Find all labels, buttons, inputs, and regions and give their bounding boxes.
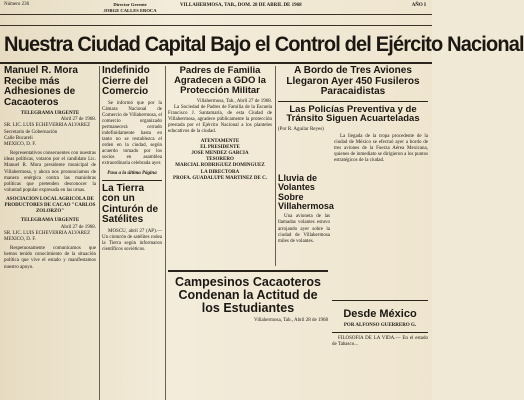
col3-sign7: PROFA. GUADALUPE MARTINEZ DE C. [173, 175, 267, 181]
col4-para: La llegada de la tropa procedente de la ciudad de México se efectuó ayer a bordo de tres aviones de la Fuerza Aérea Mexicana, quienes de inmediato se dirigieron a los puntos estratégicos de la ciudad. [334, 133, 429, 164]
col3-sign3: JOSE MENDEZ GARCIA [191, 150, 249, 156]
column-2 [102, 66, 162, 400]
col3-sign5: MARCIAL RODRIGUEZ DOMINGUEZ [175, 163, 265, 169]
col2-rule [102, 180, 162, 181]
desde-mexico [332, 300, 428, 400]
masthead-center-line1: Director Gerente [113, 2, 147, 7]
masthead-rule [0, 14, 432, 15]
desde-mexico-title: Desde México [343, 308, 417, 320]
col2-title2: La Tierra con un Cinturón de Satélites [102, 182, 159, 226]
col4-rule [278, 101, 428, 102]
column-1 [4, 66, 96, 400]
column-divider-1 [99, 66, 100, 400]
col1-para1: Representativos consecuentes con nuestras ideas políticas, votaron por el candidato Lic. Manuel R. Mora presidente municipal de Villahermosa, y ahora nos pronunciamos de manera enérgica contra las maniobras políticas que pretenden desconocer la voluntad popular expresada en las urnas. [4, 151, 96, 193]
col3-dateline: Villahermosa, Tab., Abril 27 de 1968. [196, 98, 272, 104]
col1-telegram2-label: TELEGRAMA URGENTE [20, 218, 80, 224]
col1-telegram-label: TELEGRAMA URGENTE [20, 111, 80, 116]
col3-sign6: LA DIRECTORA [200, 169, 240, 175]
desde-mexico-para: FILOSOFIA DE LA VIDA.— En el estado de Tabasco... [332, 335, 428, 347]
masthead-dateline: VILLAHERMOSA, TAB., DOM. 28 DE ABRIL DE 1968 [180, 3, 302, 8]
col1-title: Manuel R. Mora Recibe más Adhesiones de Cacaoteros [4, 65, 78, 108]
col1-addr1d: MEXICO, D. F. [4, 142, 36, 148]
col1-para2: Respetuosamente comunicamos que hemos tenido conocimiento de la situación política que vive el estado y manifestamos nuestro apoyo. [4, 246, 96, 270]
col4-subtitle: Las Policías Preventiva y de Tránsito Siguen Acuarteladas [286, 103, 420, 125]
masthead [0, 0, 432, 26]
bottom-title: Campesinos Cacaoteros Condenan la Actitud de los Estudiantes [175, 275, 321, 316]
col1-date: Abril 27 de 1968. [60, 117, 96, 123]
col1-addr2: SR. LIC. LUIS ECHEVERRIA ALVAREZ [4, 230, 91, 236]
col3-sign1: ATENTAMENTE [200, 138, 240, 144]
col3-para: La Sociedad de Padres de Familia de la Escuela Francisco J. Santamaría, de esta Ciudad de Villahermosa, agradece públicamente la protección prestada por el Ejército Nacional a los planteles educativos de la ciudad. [168, 105, 272, 135]
col1-addr1b: Secretario de Gobernación [4, 129, 58, 135]
bottom-dateline: Villahermosa, Tab., Abril 28 de 1968 [254, 318, 328, 324]
issue-number: Número 236 [4, 2, 30, 7]
column-divider-2 [165, 66, 166, 400]
masthead-center-line2: JORGE CALLES EROCA [103, 7, 157, 13]
col1-addr1c: Calle Bucareli [4, 135, 33, 141]
col4-title: A Bordo de Tres Aviones Llegaron Ayer 450 Fusileros Paracaidistas [286, 65, 420, 97]
col4-side [278, 134, 334, 246]
col1-signature: ASOCIACION LOCAL AGRICOLA DE PRODUCTORES DE CACAO "CARLOS ZOLORZO" [4, 196, 96, 215]
col1-date2: Abril 27 de 1968. [60, 224, 96, 230]
desde-mexico-rule [332, 332, 428, 333]
col1-addr2b: MEXICO, D. F. [4, 237, 36, 243]
col2-para: Se informó que por la Cámara Nacional de Comercio de Villahermosa, el comercio organizado permanecerá cerrado indefinidamente hasta en tanto no se restablezca el orden en la ciudad, según acuerdo tomado por los socios en asamblea extraordinaria celebrada ayer. [102, 100, 162, 167]
col3-title: Padres de Familia Agradecen a GDO la Protección Militar [174, 65, 266, 96]
col3-sign4: TESORERO [206, 157, 234, 163]
masthead-left [4, 2, 29, 8]
col4-byline: (Por R. Aguilar Reyes) [278, 127, 324, 133]
col2-title: Indefinido Cierre del Comercio [102, 65, 150, 97]
headline-rule [0, 62, 432, 64]
column-4 [278, 66, 428, 336]
col4-side-para: Una avioneta de las llamadas volantes estuvo arrojando ayer sobre la ciudad de Villahermosa miles de volantes. [278, 214, 330, 244]
masthead-year: AÑO I [411, 3, 426, 8]
column-3 [168, 66, 272, 266]
col2-para2: MOSCU, abril 27 (AP).— Un cinturón de satélites rodea la Tierra según informaron científicos soviéticos. [102, 228, 162, 253]
masthead-center [100, 2, 160, 13]
column-divider-3 [275, 66, 276, 266]
main-headline: Nuestra Ciudad Capital Bajo el Control del Ejército Nacional [4, 32, 524, 56]
col4-side-title: Lluvia de Volantes Sobre Villahermosa [278, 172, 334, 211]
col3-sign2: EL PRESIDENTE [200, 144, 240, 150]
col2-continued: Pasa a la última Página [107, 170, 157, 176]
desde-mexico-byline: POR ALFONSO GUERRERO G. [343, 322, 417, 328]
col4-main [334, 134, 428, 246]
col1-addr1: SR. LIC. LUIS ECHEVERRIA ALVAREZ [4, 123, 91, 129]
